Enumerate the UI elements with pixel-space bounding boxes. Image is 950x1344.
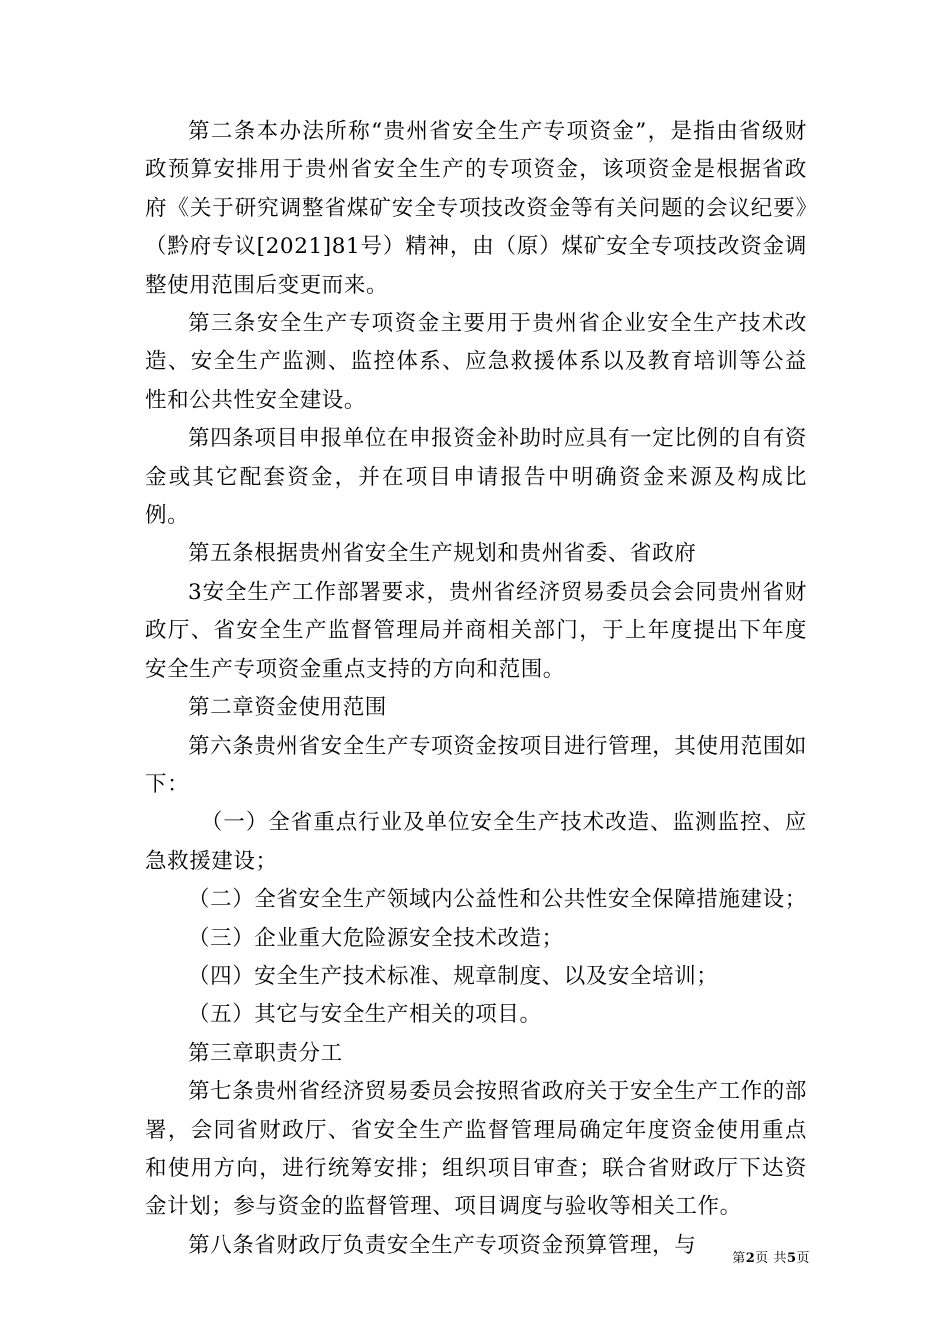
- list-item-2: （二）全省安全生产领域内公益性和公共性安全保障措施建设；: [188, 887, 807, 913]
- total-pages-number: 5: [786, 1251, 797, 1266]
- article-5-paragraph: 第五条根据贵州省安全生产规划和贵州省委、省政府: [188, 541, 697, 567]
- page-number-footer: [700, 1247, 810, 1266]
- chapter-2-heading: 第二章资金使用范围: [188, 695, 387, 721]
- article-3-paragraph: 第三条安全生产专项资金主要用于贵州省企业安全生产技术改造、安全生产监测、监控体系、应急救援体系以及教育培训等公益性和公共性安全建设。: [145, 311, 807, 413]
- article-2-paragraph: 第二条本办法所称“贵州省安全生产专项资金”，是指由省级财政预算安排用于贵州省安全生产的专项资金，该项资金是根据省政府《关于研究调整省煤矿安全专项技改资金等有关问题的会议纪要》（黔府专议[2021]81号）精神，由（原）煤矿安全专项技改资金调整使用范围后变更而来。: [145, 119, 807, 298]
- article-7-paragraph: 第七条贵州省经济贸易委员会按照省政府关于安全生产工作的部署，会同省财政厅、省安全生产监督管理局确定年度资金使用重点和使用方向，进行统筹安排；组织项目审查；联合省财政厅下达资金计划；参与资金的监督管理、项目调度与验收等相关工作。: [145, 1079, 807, 1220]
- current-page-number: 2: [745, 1251, 756, 1266]
- document-body: [145, 113, 807, 1265]
- footer-prefix: 第: [732, 1251, 746, 1266]
- article-6-paragraph: 第六条贵州省安全生产专项资金按项目进行管理，其使用范围如下：: [145, 733, 807, 797]
- list-item-1: （一）全省重点行业及单位安全生产技术改造、监测监控、应急救援建设；: [145, 810, 807, 874]
- list-item-3: （三）企业重大危险源安全技术改造；: [188, 925, 564, 951]
- article-5-continuation-paragraph: 3安全生产工作部署要求，贵州省经济贸易委员会会同贵州省财政厅、省安全生产监督管理局并商相关部门，于上年度提出下年度安全生产专项资金重点支持的方向和范围。: [145, 579, 807, 682]
- article-8-paragraph: 第八条省财政厅负责安全生产专项资金预算管理，与: [188, 1232, 697, 1258]
- list-item-5: （五）其它与安全生产相关的项目。: [188, 1002, 542, 1028]
- list-item-4: （四）安全生产技术标准、规章制度、以及安全培训；: [188, 963, 719, 989]
- article-4-paragraph: 第四条项目申报单位在申报资金补助时应具有一定比例的自有资金或其它配套资金，并在项目申请报告中明确资金来源及构成比例。: [145, 426, 807, 529]
- footer-suffix: 页: [796, 1251, 810, 1266]
- chapter-3-heading: 第三章职责分工: [188, 1040, 343, 1066]
- footer-middle: 页 共: [755, 1251, 787, 1266]
